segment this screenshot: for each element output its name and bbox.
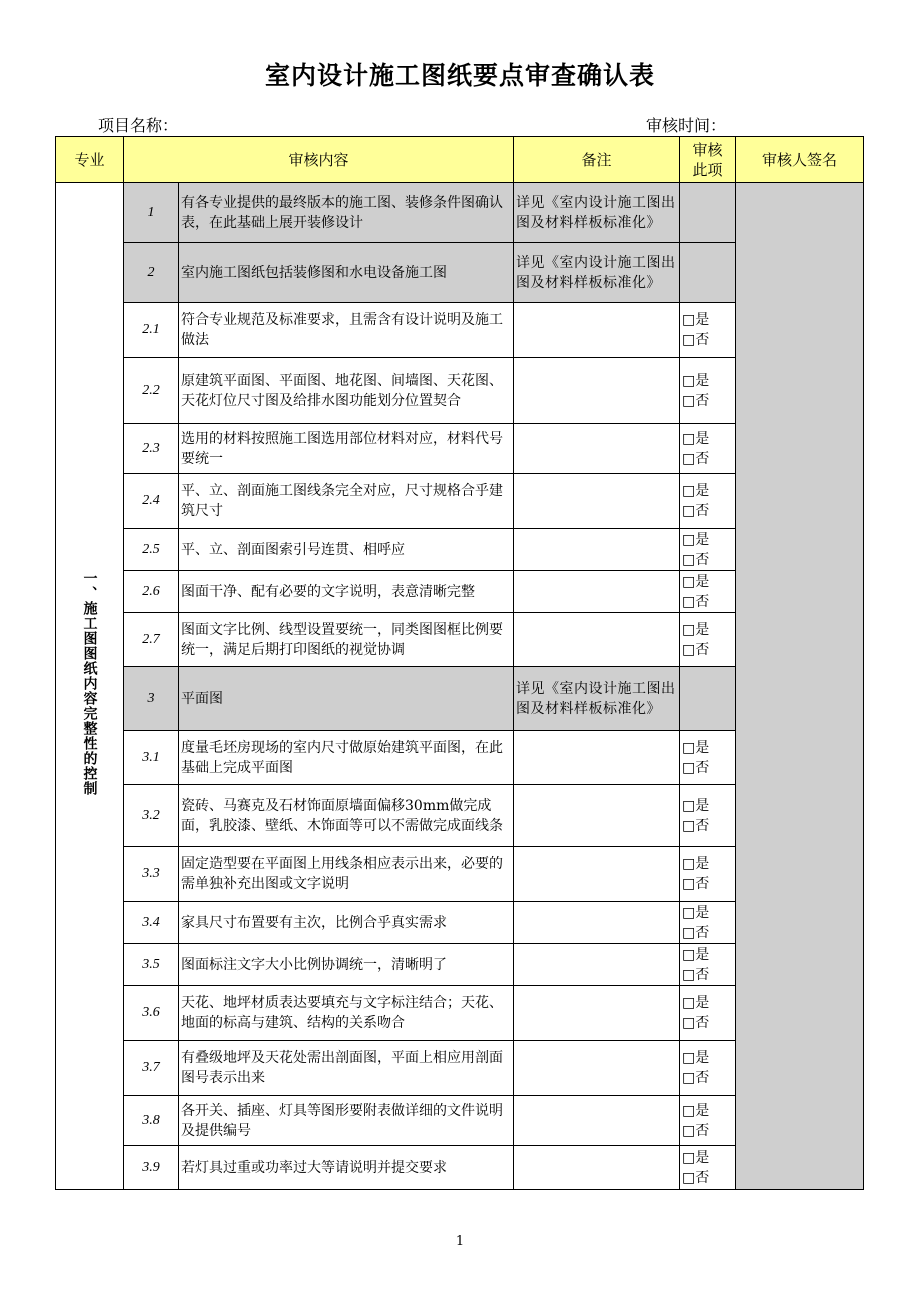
category-cell (56, 183, 124, 1190)
row-content: 平面图 (179, 667, 514, 731)
row-check[interactable] (680, 571, 736, 613)
header-signer: 审核人签名 (736, 137, 864, 183)
header-check (680, 137, 736, 183)
checkbox-yes[interactable]: □是 (682, 531, 710, 548)
row-content: 符合专业规范及标准要求，且需含有设计说明及施工做法 (179, 303, 514, 358)
checkbox-yes[interactable]: □是 (682, 739, 710, 756)
row-note (514, 424, 680, 474)
header-check-line2: 此项 (692, 160, 723, 179)
checkbox-yes[interactable]: □是 (682, 312, 710, 328)
row-content: 图面文字比例、线型设置要统一，同类图图框比例要统一，满足后期打印图纸的视觉协调 (179, 613, 514, 667)
row-note (514, 731, 680, 785)
checkbox-no[interactable]: □否 (682, 503, 710, 519)
checkbox-no[interactable]: □否 (682, 593, 710, 610)
row-content: 平、立、剖面施工图线条完全对应，尺寸规格合乎建筑尺寸 (179, 474, 514, 529)
row-check[interactable] (680, 474, 736, 529)
row-content: 各开关、插座、灯具等图形要附表做详细的文件说明及提供编号 (179, 1096, 514, 1146)
row-content: 图面标注文字大小比例协调统一，清晰明了 (179, 944, 514, 986)
row-check[interactable] (680, 731, 736, 785)
row-check[interactable] (680, 785, 736, 847)
checkbox-yes[interactable]: □是 (682, 1050, 710, 1066)
row-number: 3 (124, 667, 179, 731)
row-note: 详见《室内设计施工图出图及材料样板标准化》 (514, 243, 680, 303)
row-check[interactable] (680, 902, 736, 944)
header-major: 专业 (56, 137, 124, 183)
row-check[interactable] (680, 847, 736, 902)
checkbox-yes[interactable]: □是 (682, 573, 710, 590)
row-note (514, 529, 680, 571)
row-number: 2.5 (124, 529, 179, 571)
checkbox-yes[interactable]: □是 (682, 1102, 710, 1119)
page-number: 1 (455, 1234, 465, 1249)
row-note (514, 1096, 680, 1146)
row-note (514, 1146, 680, 1190)
row-number: 2.2 (124, 358, 179, 424)
row-check[interactable] (680, 986, 736, 1041)
checkbox-no[interactable]: □否 (682, 1169, 710, 1186)
checkbox-yes[interactable]: □是 (682, 946, 710, 963)
checkbox-no[interactable]: □否 (682, 551, 710, 568)
row-content: 家具尺寸布置要有主次，比例合乎真实需求 (179, 902, 514, 944)
row-content: 室内施工图纸包括装修图和水电设备施工图 (179, 243, 514, 303)
header-content: 审核内容 (124, 137, 514, 183)
row-number: 2 (124, 243, 179, 303)
row-note: 详见《室内设计施工图出图及材料样板标准化》 (514, 667, 680, 731)
checkbox-yes[interactable]: □是 (682, 372, 710, 389)
row-content: 原建筑平面图、平面图、地花图、间墙图、天花图、天花灯位尺寸图及给排水图功能划分位置契合 (179, 358, 514, 424)
page-title: 室内设计施工图纸要点审查确认表 (264, 61, 655, 90)
checkbox-no[interactable]: □否 (682, 641, 710, 658)
row-note (514, 847, 680, 902)
checkbox-no[interactable]: □否 (682, 332, 710, 348)
checkbox-no[interactable]: □否 (682, 1015, 710, 1031)
checkbox-no[interactable]: □否 (682, 450, 710, 467)
row-number: 2.3 (124, 424, 179, 474)
row-check[interactable] (680, 303, 736, 358)
row-number: 3.6 (124, 986, 179, 1041)
checkbox-yes[interactable]: □是 (682, 797, 710, 814)
checkbox-yes[interactable]: □是 (682, 483, 710, 499)
row-note (514, 358, 680, 424)
row-note (514, 986, 680, 1041)
row-check-empty (680, 243, 736, 303)
row-number: 3.4 (124, 902, 179, 944)
row-number: 3.9 (124, 1146, 179, 1190)
review-table (55, 136, 864, 1190)
header-note: 备注 (514, 137, 680, 183)
row-check[interactable] (680, 1096, 736, 1146)
row-note (514, 613, 680, 667)
checkbox-no[interactable]: □否 (682, 966, 710, 983)
row-note (514, 785, 680, 847)
row-check[interactable] (680, 424, 736, 474)
checkbox-no[interactable]: □否 (682, 817, 710, 834)
review-time-label: 审核时间： (646, 116, 727, 135)
checkbox-yes[interactable]: □是 (682, 856, 710, 872)
row-note (514, 1041, 680, 1096)
row-content: 固定造型要在平面图上用线条相应表示出来，必要的需单独补充出图或文字说明 (179, 847, 514, 902)
header-check-line1: 审核 (692, 140, 723, 159)
row-content: 选用的材料按照施工图选用部位材料对应，材料代号要统一 (179, 424, 514, 474)
row-content: 若灯具过重或功率过大等请说明并提交要求 (179, 1146, 514, 1190)
signer-cell[interactable] (736, 183, 864, 1190)
checkbox-yes[interactable]: □是 (682, 430, 710, 447)
checkbox-no[interactable]: □否 (682, 392, 710, 409)
header-row (56, 137, 864, 183)
row-number: 3.1 (124, 731, 179, 785)
row-number: 3.8 (124, 1096, 179, 1146)
table-row (56, 183, 864, 243)
row-check[interactable] (680, 1146, 736, 1190)
row-number: 3.2 (124, 785, 179, 847)
checkbox-no[interactable]: □否 (682, 924, 710, 941)
row-note (514, 303, 680, 358)
row-note (514, 944, 680, 986)
row-check[interactable] (680, 358, 736, 424)
row-number: 3.3 (124, 847, 179, 902)
row-number: 2.1 (124, 303, 179, 358)
checkbox-no[interactable]: □否 (682, 759, 710, 776)
row-number: 2.4 (124, 474, 179, 529)
checkbox-no[interactable]: □否 (682, 1122, 710, 1139)
row-number: 2.7 (124, 613, 179, 667)
checkbox-yes[interactable]: □是 (682, 904, 710, 921)
row-check-empty (680, 667, 736, 731)
row-number: 1 (124, 183, 179, 243)
checkbox-yes[interactable]: □是 (682, 621, 710, 638)
row-note: 详见《室内设计施工图出图及材料样板标准化》 (514, 183, 680, 243)
project-name-label: 项目名称： (98, 116, 179, 135)
row-check[interactable] (680, 613, 736, 667)
row-check[interactable] (680, 944, 736, 986)
row-content: 瓷砖、马赛克及石材饰面原墙面偏移30mm做完成面，乳胶漆、壁纸、木饰面等可以不需做完成面线条 (179, 785, 514, 847)
row-number: 3.5 (124, 944, 179, 986)
checkbox-yes[interactable]: □是 (682, 995, 710, 1011)
row-note (514, 474, 680, 529)
row-content: 天花、地坪材质表达要填充与文字标注结合；天花、地面的标高与建筑、结构的关系吻合 (179, 986, 514, 1041)
row-check[interactable] (680, 529, 736, 571)
row-content: 平、立、剖面图索引号连贯、相呼应 (179, 529, 514, 571)
row-content: 有叠级地坪及天花处需出剖面图，平面上相应用剖面图号表示出来 (179, 1041, 514, 1096)
row-note (514, 902, 680, 944)
row-number: 3.7 (124, 1041, 179, 1096)
checkbox-no[interactable]: □否 (682, 876, 710, 892)
row-content: 图面干净、配有必要的文字说明，表意清晰完整 (179, 571, 514, 613)
row-note (514, 571, 680, 613)
row-content: 有各专业提供的最终版本的施工图、装修条件图确认表，在此基础上展开装修设计 (179, 183, 514, 243)
row-check[interactable] (680, 1041, 736, 1096)
checkbox-yes[interactable]: □是 (682, 1149, 710, 1166)
row-number: 2.6 (124, 571, 179, 613)
category-label: 一、施工图图纸内容完整性的控制 (81, 570, 98, 796)
row-content: 度量毛坯房现场的室内尺寸做原始建筑平面图，在此基础上完成平面图 (179, 731, 514, 785)
row-check-empty (680, 183, 736, 243)
checkbox-no[interactable]: □否 (682, 1070, 710, 1086)
